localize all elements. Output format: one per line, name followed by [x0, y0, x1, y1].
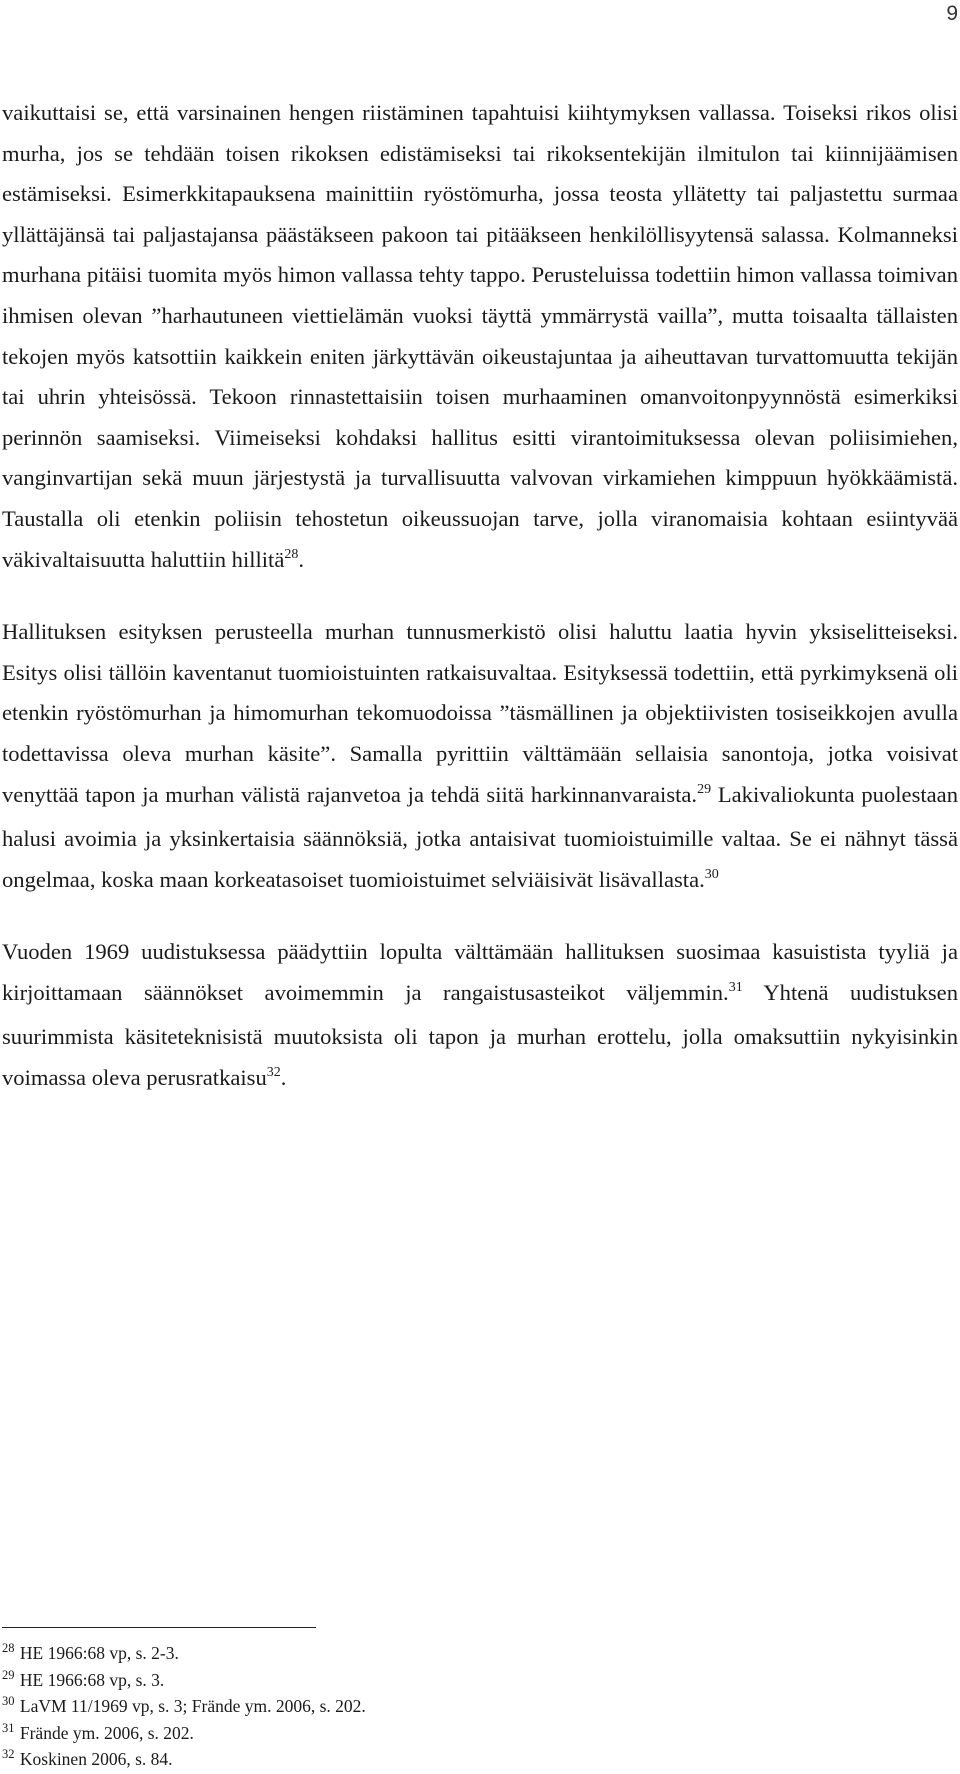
footnote-ref-31[interactable]: 31 [728, 979, 743, 995]
paragraph-3 [2, 932, 958, 1102]
footnote-text: HE 1966:68 vp, s. 3. [19, 1669, 165, 1690]
text-run: . [280, 1065, 287, 1091]
body-text [2, 93, 958, 1131]
text-run: Hallituksen esityksen perusteella murhan tunnusmerkistö olisi haluttu laatia hyvin yksiselitteiseksi. Esitys olisi tällöin kaventanut tuomioistuinten ratkaisuvaltaa. Esityksessä todettiin, että pyrkimyksenä oli etenkin ryöstömurhan ja himomurhan tekomuodoissa ”täsmällinen ja objektiivisten tosiseikkojen avulla todettavissa oleva murhan käsite”. Samalla pyrittiin välttämään sellaisia sanontoja, jotka voisivat venyttää tapon ja murhan välistä rajanvetoa ja tehdä siitä harkinnanvaraista. [2, 619, 958, 807]
footnote-28 [2, 1641, 366, 1668]
text-run: vaikuttaisi se, että varsinainen hengen riistäminen tapahtuisi kiihtymyksen vallassa. Toiseksi rikos olisi murha, jos se tehdään toisen rikoksen edistämiseksi tai rikoksentekijän ilmitulon tai kiinnijäämisen estämiseksi. Esimerkkitapauksena mainittiin ryöstömurha, jossa teosta yllätetty tai paljastettu surmaa yllättäjänsä tai paljastajansa päästäkseen pakoon tai pitääkseen henkilöllisyytensä salassa. Kolmanneksi murhana pitäisi tuomita myös himon vallassa tehty tappo. Perusteluissa todettiin himon vallassa toimivan ihmisen olevan ”harhautuneen viettielämän vuoksi täyttä ymmärrystä vailla”, mutta toisaalta tällaisten tekojen myös katsottiin kaikkein eniten järkyttävän oikeustajuntaa ja aiheuttavan turvattomuutta tekijän tai uhrin yhteisössä. Tekoon rinnastettaisiin toisen murhaaminen omanvoitonpyynnöstä esimerkiksi perinnön saamiseksi. Viimeiseksi kohdaksi hallitus esitti virantoimituksessa olevan poliisimiehen, vanginvartijan sekä muun järjestystä ja turvallisuutta valvovan virkamiehen kimppuun hyökkäämistä. Taustalla oli etenkin poliisin tehostetun oikeussuojan tarve, jolla viranomaisia kohtaan esiintyvää väkivaltaisuutta haluttiin hillitä [2, 100, 958, 572]
footnote-number: 31 [2, 1720, 15, 1735]
footnote-text: Frände ym. 2006, s. 202. [19, 1722, 194, 1743]
footnote-number: 28 [2, 1641, 15, 1655]
text-run: Vuoden 1969 uudistuksessa päädyttiin lopulta välttämään hallituksen suosimaa kasuistista tyyliä ja kirjoittamaan säännökset avoimemmin ja rangaistusasteikot väljemmin. [2, 939, 958, 1005]
footnote-31 [2, 1721, 366, 1748]
text-run: Lakivaliokunta puolestaan halusi avoimia ja yksinkertaisia säännöksiä, jotka antaisivat tuomioistuimille valtaa. Se ei nähnyt tässä ongelmaa, koska maan korkeatasoiset tuomioistuimet selviäisivät lisävallasta. [2, 781, 958, 892]
text-run: . [298, 546, 305, 572]
footnote-number: 29 [2, 1667, 15, 1682]
footnote-ref-30[interactable]: 30 [704, 866, 719, 882]
footnote-ref-28[interactable]: 28 [284, 546, 299, 562]
footnote-32 [2, 1747, 366, 1774]
paragraph-2 [2, 612, 958, 904]
footnote-29 [2, 1668, 366, 1695]
footnote-text: LaVM 11/1969 vp, s. 3; Frände ym. 2006, s. 202. [19, 1696, 366, 1717]
page-number: 9 [946, 2, 958, 25]
footnote-separator [2, 1627, 316, 1628]
footnote-text: Koskinen 2006, s. 84. [19, 1749, 173, 1770]
footnote-text: HE 1966:68 vp, s. 2-3. [19, 1643, 179, 1663]
footnote-30 [2, 1694, 366, 1721]
footnotes [2, 1641, 366, 1774]
text-run: Yhtenä uudistuksen suurimmista käsiteteknisistä muutoksista oli tapon ja murhan erottelu, jolla omaksuttiin nykyisinkin voimassa oleva perusratkaisu [2, 979, 958, 1091]
footnote-ref-29[interactable]: 29 [697, 781, 712, 797]
footnote-ref-32[interactable]: 32 [266, 1065, 281, 1081]
footnote-number: 30 [2, 1694, 15, 1709]
paragraph-1 [2, 93, 958, 584]
footnote-number: 32 [2, 1747, 15, 1762]
